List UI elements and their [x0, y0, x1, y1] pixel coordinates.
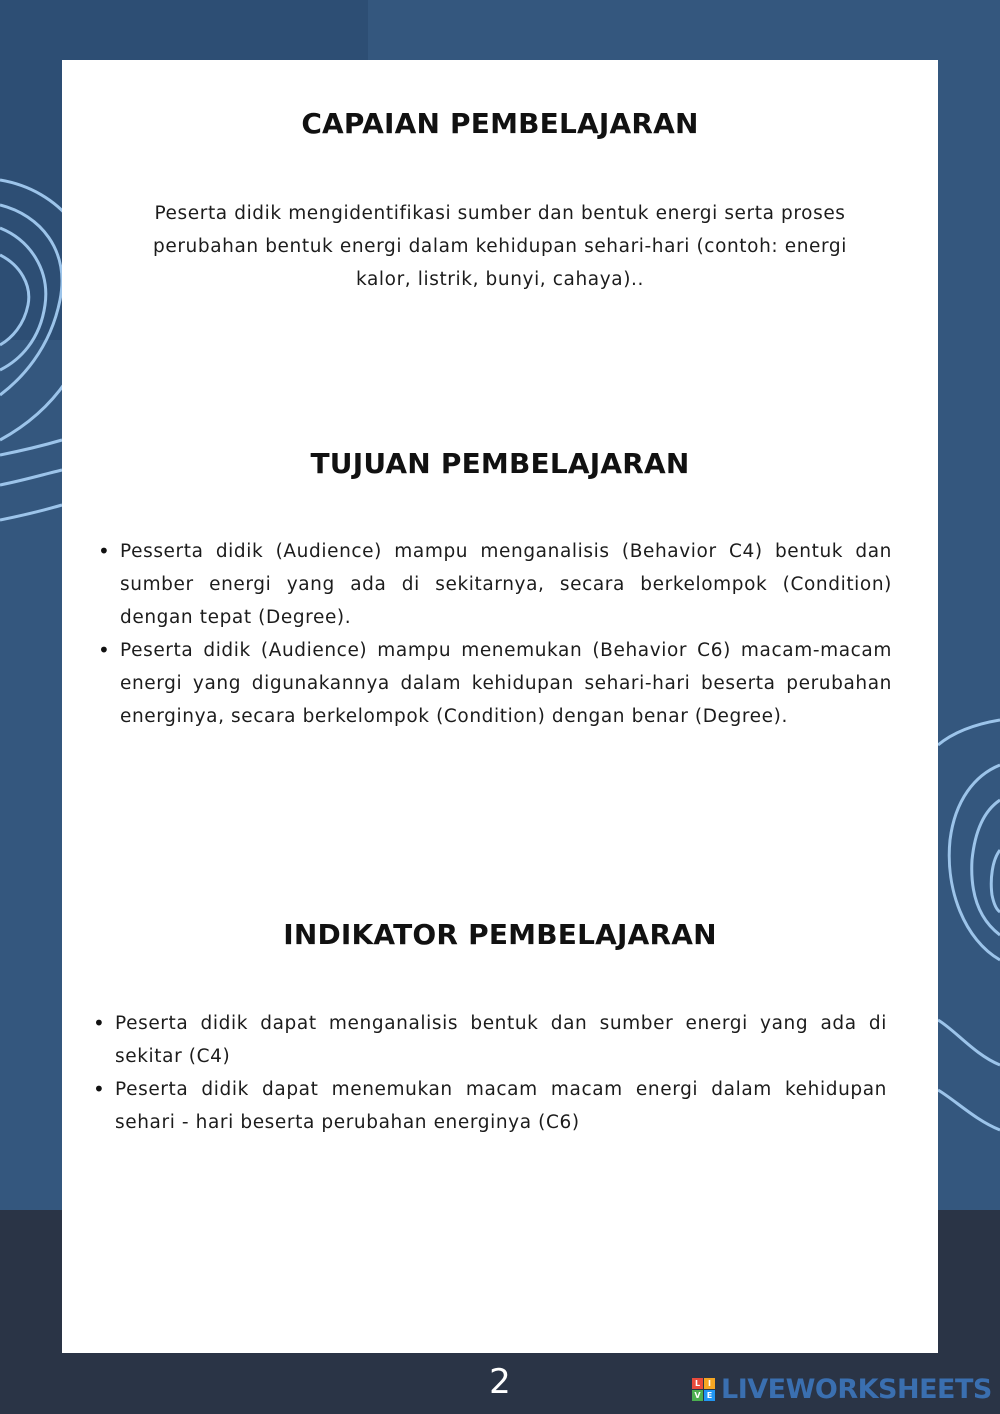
logo-letter-e: E	[704, 1390, 715, 1401]
capaian-title: CAPAIAN PEMBELAJARAN	[301, 107, 699, 140]
page-number: 2	[489, 1362, 511, 1402]
logo-letter-l: L	[692, 1378, 703, 1389]
tujuan-list	[120, 535, 892, 733]
tujuan-item-1: • Pesserta didik (Audience) mampu menganalisis (Behavior C4) bentuk dan sumber energi yang ada di sekitarnya, secara berkelompok (Condition) dengan tepat (Degree).	[120, 535, 892, 634]
indikator-item-1: • Peserta didik dapat menganalisis bentuk dan sumber energi yang ada di sekitar (C4)	[115, 1007, 887, 1073]
indikator-item-2: • Peserta didik dapat menemukan macam macam energi dalam kehidupan sehari - hari beserta perubahan energinya (C6)	[115, 1073, 887, 1139]
logo-letter-v: V	[692, 1390, 703, 1401]
liveworksheets-wordmark: LIVEWORKSHEETS	[721, 1373, 992, 1405]
indikator-list	[115, 1007, 887, 1139]
liveworksheets-logo[interactable]	[692, 1374, 992, 1404]
worksheet-page	[62, 60, 938, 1353]
logo-letter-i: I	[704, 1378, 715, 1389]
capaian-body: Peserta didik mengidentifikasi sumber dan bentuk energi serta proses perubahan bentuk energi dalam kehidupan sehari-hari (contoh: energi kalor, listrik, bunyi, cahaya)..	[153, 203, 847, 290]
indikator-title: INDIKATOR PEMBELAJARAN	[283, 918, 717, 951]
liveworksheets-logo-icon	[692, 1378, 715, 1401]
tujuan-item-2: • Peserta didik (Audience) mampu menemukan (Behavior C6) macam-macam energi yang digunakannya dalam kehidupan sehari-hari beserta perubahan energinya, secara berkelompok (Condition) dengan benar (Degree).	[120, 634, 892, 733]
tujuan-title: TUJUAN PEMBELAJARAN	[310, 447, 690, 480]
